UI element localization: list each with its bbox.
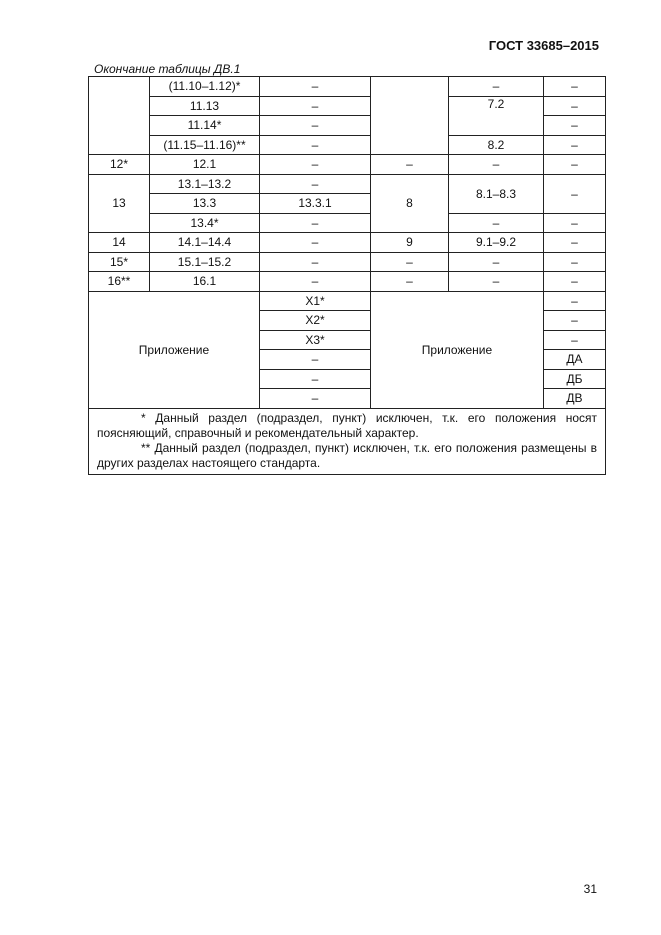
table-cell: – [260,116,371,136]
table-cell: 8.1–8.3 [449,174,544,213]
table-cell: (11.15–11.16)** [150,135,260,155]
table-cell: – [449,272,544,292]
table-cell: 9.1–9.2 [449,233,544,253]
table-cell: 14.1–14.4 [150,233,260,253]
table-row [89,272,606,292]
table-cell: – [260,252,371,272]
table-cell: – [371,155,449,175]
appendix-label-left: Приложение [89,291,260,408]
table-cell: ДВ [544,389,606,409]
table-cell: – [544,213,606,233]
table-cell: 8 [371,174,449,233]
table-cell: – [371,272,449,292]
table-row [89,213,606,233]
table-cell: – [544,135,606,155]
table-cell: – [260,135,371,155]
table-cell: – [260,350,371,370]
table-cell: 9 [371,233,449,253]
table-cell: – [260,233,371,253]
table-cell: ДА [544,350,606,370]
table-cell: 7.2 [449,96,544,135]
table-row [89,291,606,311]
table-cell: Х2* [260,311,371,331]
table-cell: 11.14* [150,116,260,136]
table-cell: 15* [89,252,150,272]
table-row [89,252,606,272]
table-cell: – [371,252,449,272]
correspondence-table [88,76,606,475]
table-cell: – [544,311,606,331]
table-cell: 16** [89,272,150,292]
table-row [89,135,606,155]
table-row [89,408,606,474]
table-cell [89,77,150,155]
table-cell: – [260,369,371,389]
table-cell: 13.1–13.2 [150,174,260,194]
table-cell: 13.3.1 [260,194,371,214]
table-cell: – [260,389,371,409]
table-cell: ДБ [544,369,606,389]
table-cell: – [449,155,544,175]
table-cell: – [544,252,606,272]
table-cell: (11.10–1.12)* [150,77,260,97]
table-cell: – [544,233,606,253]
table-row [89,77,606,97]
table-cell: – [544,291,606,311]
table-cell: 12.1 [150,155,260,175]
document-code: ГОСТ 33685–2015 [488,38,599,53]
table-row [89,96,606,116]
table-cell: – [260,174,371,194]
table-cell: – [449,213,544,233]
table-footnotes [89,408,606,474]
table-cell: – [260,96,371,116]
table-cell: 13.4* [150,213,260,233]
table-cell: Х3* [260,330,371,350]
table-cell: – [544,116,606,136]
table-cell: 8.2 [449,135,544,155]
table-cell: 15.1–15.2 [150,252,260,272]
page-number: 31 [583,882,597,896]
table-cell: 14 [89,233,150,253]
table-cell: 12* [89,155,150,175]
table-cell: – [260,213,371,233]
table-row [89,174,606,194]
table-cell: – [449,252,544,272]
table-cell: – [544,155,606,175]
table-cell: 13 [89,174,150,233]
table-row [89,155,606,175]
table-caption: Окончание таблицы ДВ.1 [94,62,241,76]
table-cell: – [544,174,606,213]
table-cell: – [544,272,606,292]
table-cell: – [544,96,606,116]
table-cell: 11.13 [150,96,260,116]
table-row [89,233,606,253]
table-cell: – [260,272,371,292]
table-cell: 16.1 [150,272,260,292]
table-cell: – [260,77,371,97]
appendix-label-right: Приложение [371,291,544,408]
table-cell: – [544,330,606,350]
table-cell: 13.3 [150,194,260,214]
footnote-single-asterisk: * Данный раздел (подраздел, пункт) исключен, т.к. его положения носят поясняющий, справочный и рекомендательный характер. [97,410,597,440]
table-cell: – [260,155,371,175]
table-cell [371,77,449,155]
footnote-double-asterisk: ** Данный раздел (подраздел, пункт) исключен, т.к. его положения размещены в других разделах настоящего стандарта. [97,440,597,470]
table-cell: – [449,77,544,97]
table-cell: Х1* [260,291,371,311]
table-cell: – [544,77,606,97]
